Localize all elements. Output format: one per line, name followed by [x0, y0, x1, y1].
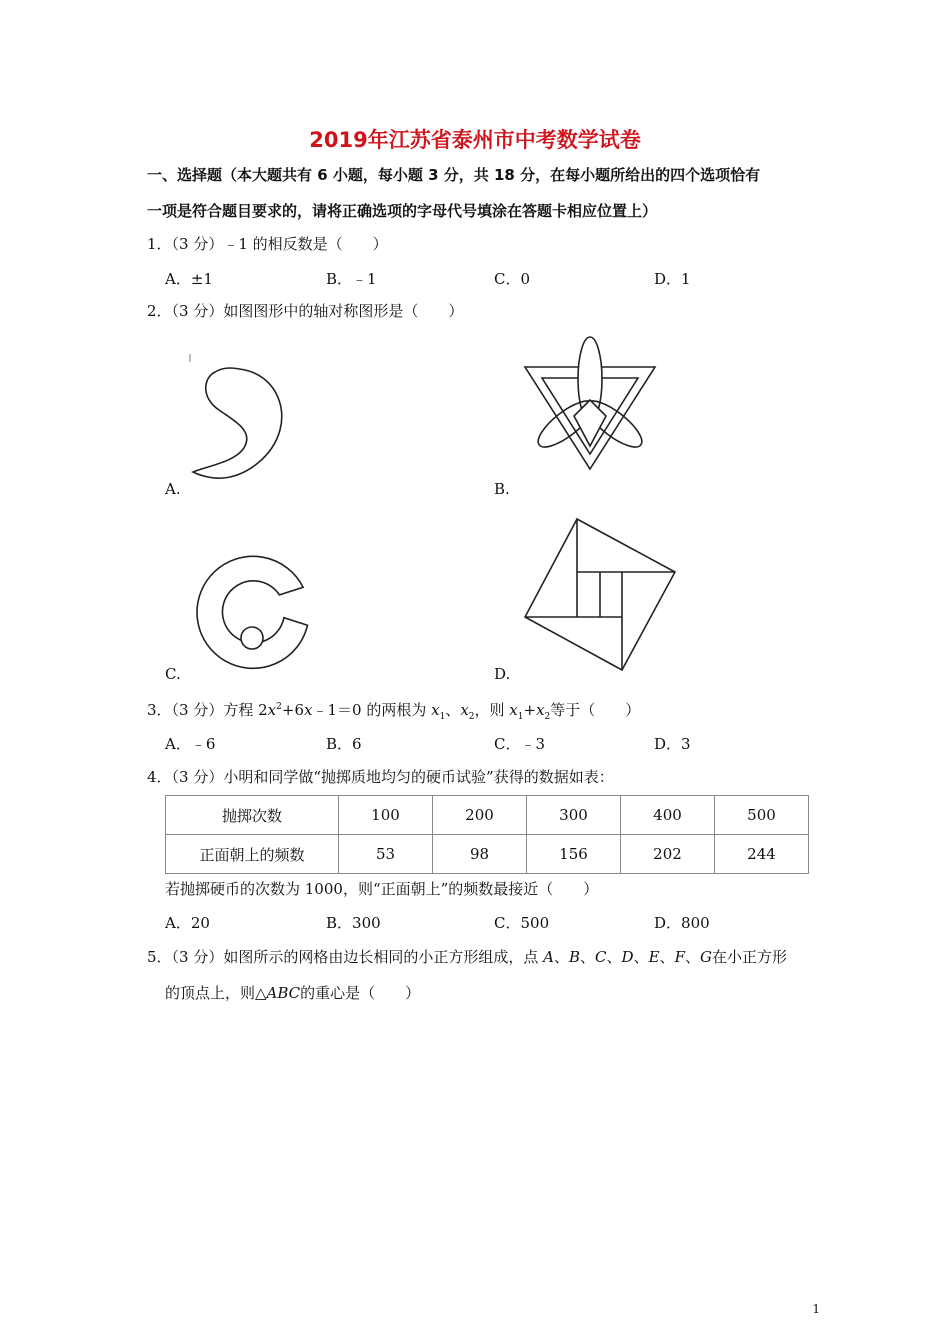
table-cell: 202 [621, 835, 715, 874]
question-1-option-a: A．±1 [165, 270, 213, 288]
table-cell: 500 [715, 796, 809, 835]
question-3-option-b: B．6 [326, 735, 362, 753]
question-2-stem: 2．（3 分）如图图形中的轴对称图形是（ ） [147, 302, 464, 320]
figure-label-c: C. [165, 665, 181, 683]
question-3-option-a: A．﹣6 [165, 735, 216, 753]
table-row [166, 796, 809, 835]
figure-label-b: B. [494, 480, 510, 498]
question-3-option-c: C．﹣3 [494, 735, 546, 753]
coin-toss-table [165, 795, 809, 874]
table-cell: 400 [621, 796, 715, 835]
table-row-header: 抛掷次数 [166, 796, 339, 835]
question-1-option-b: B．﹣1 [326, 270, 377, 288]
question-1-option-d: D．1 [654, 270, 691, 288]
table-row [166, 835, 809, 874]
table-cell: 53 [339, 835, 433, 874]
question-4-followup: 若抛掷硬币的次数为 1000，则“正面朝上”的频数最接近（ ） [165, 880, 599, 898]
question-5-stem-line2: 的顶点上，则△ABC的重心是（ ） [165, 984, 421, 1002]
figure-label-a: A. [165, 480, 181, 498]
table-cell: 200 [433, 796, 527, 835]
question-4-option-d: D．800 [654, 914, 710, 932]
table-cell: 244 [715, 835, 809, 874]
question-4-option-a: A．20 [165, 914, 210, 932]
table-cell: 156 [527, 835, 621, 874]
figure-b-triangle-ellipses [520, 336, 660, 476]
question-3-stem: 3．（3 分）方程 $2x^2+6x﹣1=0$ 的两根为 $x_1$、$x_2$，则 $x_1+x_2$等于（ ） [147, 701, 641, 722]
page-number: 1 [812, 1302, 820, 1316]
section-heading-line2: 一项是符合题目要求的，请将正确选项的字母代号填涂在答题卡相应位置上） [147, 202, 658, 220]
section-heading-line1: 一、选择题（本大题共有 6 小题，每小题 3 分，共 18 分，在每小题所给出的四个选项恰有 [147, 166, 761, 184]
question-1-option-c: C．0 [494, 270, 531, 288]
question-3-option-d: D．3 [654, 735, 691, 753]
table-cell: 98 [433, 835, 527, 874]
figure-label-d: D. [494, 665, 511, 683]
table-cell: 300 [527, 796, 621, 835]
table-cell: 100 [339, 796, 433, 835]
figure-c-ring-shape [190, 552, 310, 672]
table-row-header: 正面朝上的频数 [166, 835, 339, 874]
figure-a-comma-shape [185, 350, 295, 480]
question-5-stem-line1: 5．（3 分）如图所示的网格由边长相同的小正方形组成，点 A、B、C、D、E、F、G在小正方形 [147, 948, 787, 966]
question-4-option-b: B．300 [326, 914, 381, 932]
question-1-stem: 1．（3 分）﹣1 的相反数是（ ） [147, 235, 388, 253]
question-4-stem: 4．（3 分）小明和同学做“抛掷质地均匀的硬币试验”获得的数据如表： [147, 768, 614, 786]
page-title: 2019年江苏省泰州市中考数学试卷 [309, 128, 641, 152]
question-4-option-c: C．500 [494, 914, 550, 932]
figure-d-pinwheel [520, 515, 680, 675]
